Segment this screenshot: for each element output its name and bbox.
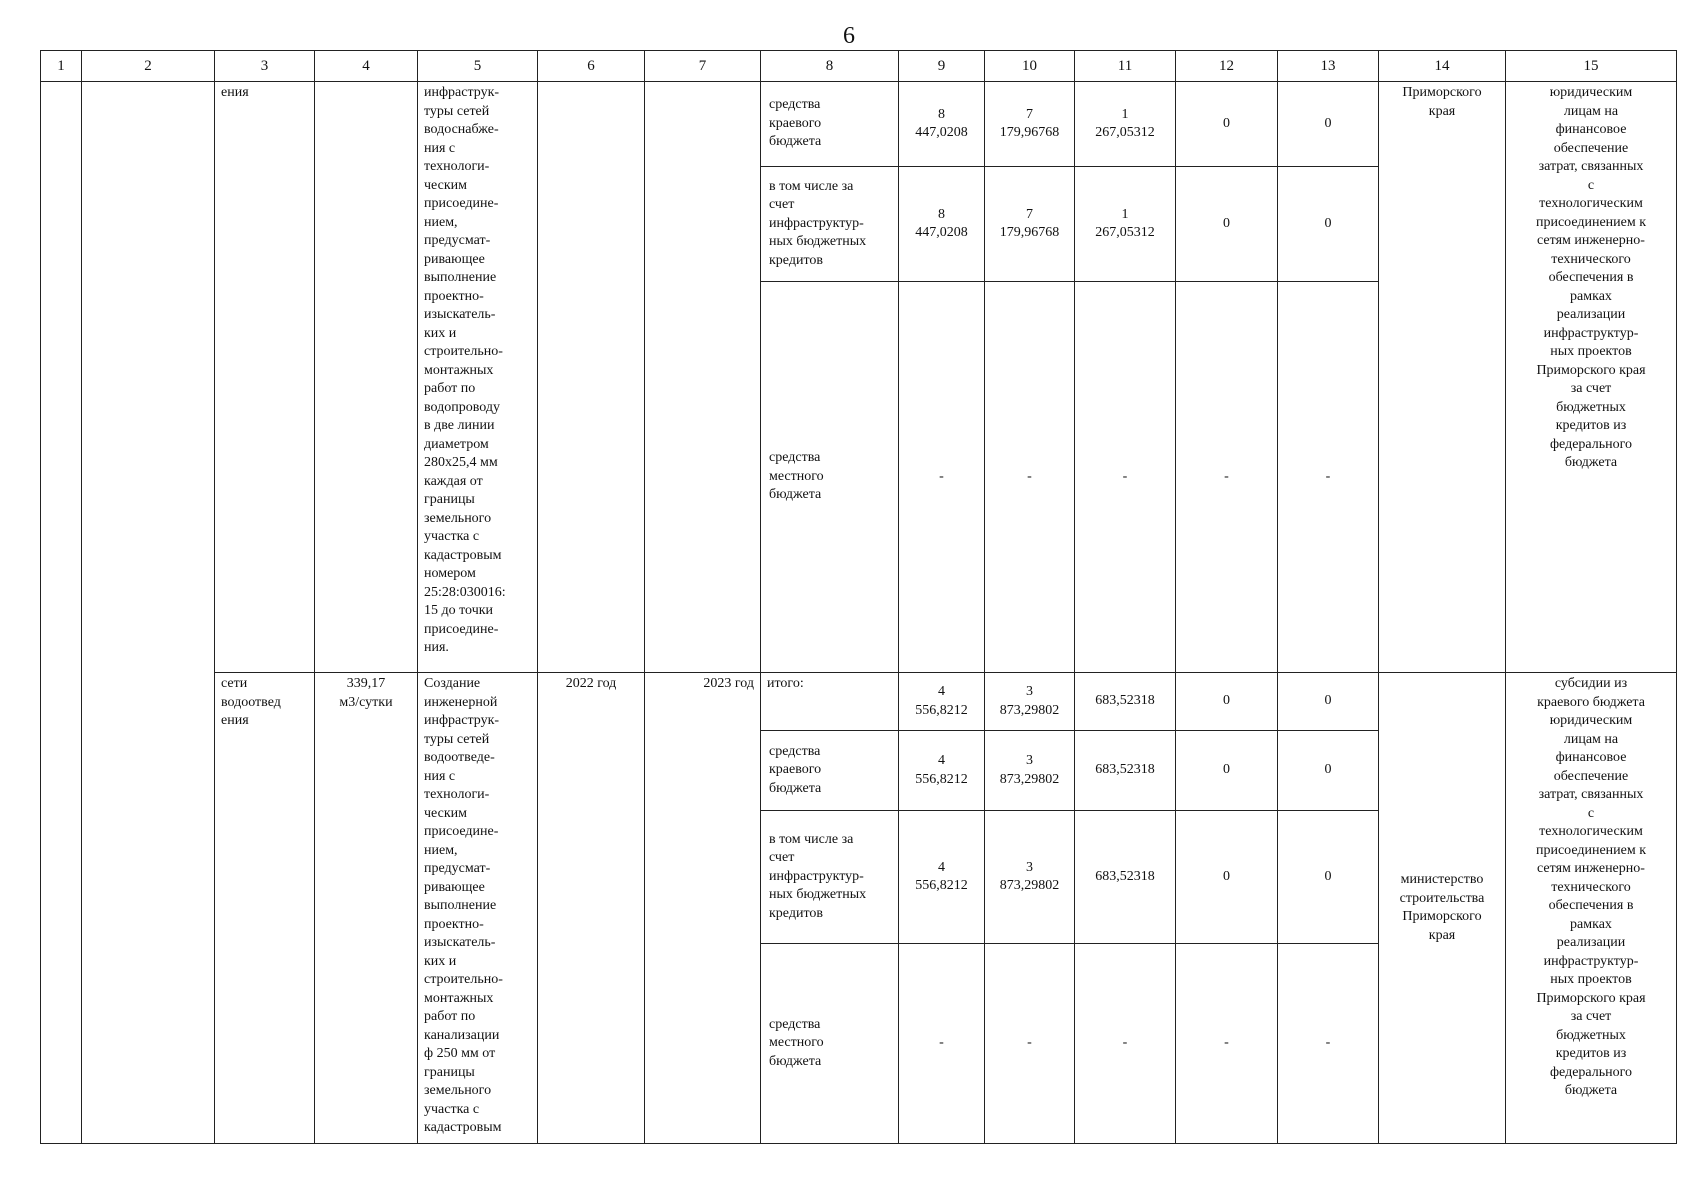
cell-col1: [41, 82, 82, 1144]
amount-total-cell: 4 556,8212: [899, 811, 985, 944]
amount-2025-cell: 0: [1278, 82, 1379, 167]
amount-2024-cell: 0: [1176, 82, 1278, 167]
amount-2025-cell: 0: [1278, 167, 1379, 282]
capacity-cell: 339,17 м3/сутки: [315, 673, 418, 1144]
amount-2023-cell: 683,52318: [1075, 673, 1176, 731]
amount-2023-cell: -: [1075, 282, 1176, 673]
col-header-15: 15: [1506, 51, 1677, 82]
col-header-10: 10: [985, 51, 1075, 82]
amount-total-cell: 4 556,8212: [899, 673, 985, 731]
end-year-cell: [645, 82, 761, 673]
col-header-7: 7: [645, 51, 761, 82]
col-header-3: 3: [215, 51, 315, 82]
col-header-1: 1: [41, 51, 82, 82]
amount-2022-cell: 7 179,96768: [985, 167, 1075, 282]
event-cell: субсидии из краевого бюджета юридическим лицам на финансовое обеспечение затрат, связанных с технологическим присоединением к сетям инженерно- технического обеспечения в рамках реализации инфраструктур- ных проектов Приморского края за счет бюджетных кредитов из федерального бюджета: [1506, 673, 1677, 1144]
amount-total-cell: -: [899, 944, 985, 1144]
cell-col2: [82, 82, 215, 1144]
page-number: 6: [843, 23, 855, 49]
amount-2025-cell: -: [1278, 282, 1379, 673]
header-row: [41, 51, 1677, 82]
col-header-11: 11: [1075, 51, 1176, 82]
description-cell: Создание инженерной инфраструк- туры сетей водоотведе- ния с технологи- ческим присоедине- нием, предусмат- ривающее выполнение проектно- изыскатель- ких и строительно- монтажных работ по канализации ф 250 мм от границы земельного участка с кадастровым: [418, 673, 538, 1144]
object-name-cell: ения: [215, 82, 315, 673]
amount-2025-cell: 0: [1278, 673, 1379, 731]
amount-2022-cell: 3 873,29802: [985, 673, 1075, 731]
program-table: [40, 50, 1677, 1144]
executor-cell: Приморского края: [1379, 82, 1506, 673]
table-row: [41, 82, 1677, 167]
amount-total-cell: 8 447,0208: [899, 167, 985, 282]
table-row: [41, 673, 1677, 731]
amount-2025-cell: 0: [1278, 731, 1379, 811]
end-year-cell: 2023 год: [645, 673, 761, 1144]
amount-2022-cell: -: [985, 944, 1075, 1144]
col-header-13: 13: [1278, 51, 1379, 82]
amount-2024-cell: 0: [1176, 811, 1278, 944]
executor-cell: министерство строительства Приморского края: [1379, 673, 1506, 1144]
funding-source-cell: в том числе за счет инфраструктур- ных бюджетных кредитов: [761, 167, 899, 282]
amount-2024-cell: 0: [1176, 167, 1278, 282]
funding-source-cell: средства местного бюджета: [761, 944, 899, 1144]
amount-2024-cell: -: [1176, 944, 1278, 1144]
funding-source-cell: средства краевого бюджета: [761, 731, 899, 811]
amount-2022-cell: 7 179,96768: [985, 82, 1075, 167]
funding-source-cell: средства краевого бюджета: [761, 82, 899, 167]
col-header-8: 8: [761, 51, 899, 82]
event-cell: юридическим лицам на финансовое обеспечение затрат, связанных с технологическим присоединением к сетям инженерно- технического обеспечения в рамках реализации инфраструктур- ных проектов Приморского края за счет бюджетных кредитов из федерального бюджета: [1506, 82, 1677, 673]
funding-source-cell: итого:: [761, 673, 899, 731]
col-header-9: 9: [899, 51, 985, 82]
col-header-6: 6: [538, 51, 645, 82]
amount-2023-cell: 1 267,05312: [1075, 167, 1176, 282]
col-header-12: 12: [1176, 51, 1278, 82]
amount-2022-cell: -: [985, 282, 1075, 673]
amount-2024-cell: 0: [1176, 673, 1278, 731]
start-year-cell: 2022 год: [538, 673, 645, 1144]
funding-source-cell: в том числе за счет инфраструктур- ных бюджетных кредитов: [761, 811, 899, 944]
amount-2023-cell: 683,52318: [1075, 731, 1176, 811]
amount-2024-cell: 0: [1176, 731, 1278, 811]
funding-source-cell: средства местного бюджета: [761, 282, 899, 673]
amount-total-cell: -: [899, 282, 985, 673]
col-header-4: 4: [315, 51, 418, 82]
description-cell: инфраструк- туры сетей водоснабже- ния с технологи- ческим присоедине- нием, предусмат- ривающее выполнение проектно- изыскатель- ких и строительно- монтажных работ по водопроводу в две линии диаметром 280х25,4 мм каждая от границы земельного участка с кадастровым номером 25:28:030016: 15 до точки присоедине- ния.: [418, 82, 538, 673]
col-header-2: 2: [82, 51, 215, 82]
amount-total-cell: 4 556,8212: [899, 731, 985, 811]
object-name-cell: сети водоотвед ения: [215, 673, 315, 1144]
amount-2024-cell: -: [1176, 282, 1278, 673]
amount-2025-cell: 0: [1278, 811, 1379, 944]
start-year-cell: [538, 82, 645, 673]
col-header-5: 5: [418, 51, 538, 82]
amount-2023-cell: -: [1075, 944, 1176, 1144]
col-header-14: 14: [1379, 51, 1506, 82]
amount-2023-cell: 1 267,05312: [1075, 82, 1176, 167]
amount-total-cell: 8 447,0208: [899, 82, 985, 167]
amount-2022-cell: 3 873,29802: [985, 811, 1075, 944]
amount-2022-cell: 3 873,29802: [985, 731, 1075, 811]
amount-2025-cell: -: [1278, 944, 1379, 1144]
amount-2023-cell: 683,52318: [1075, 811, 1176, 944]
capacity-cell: [315, 82, 418, 673]
